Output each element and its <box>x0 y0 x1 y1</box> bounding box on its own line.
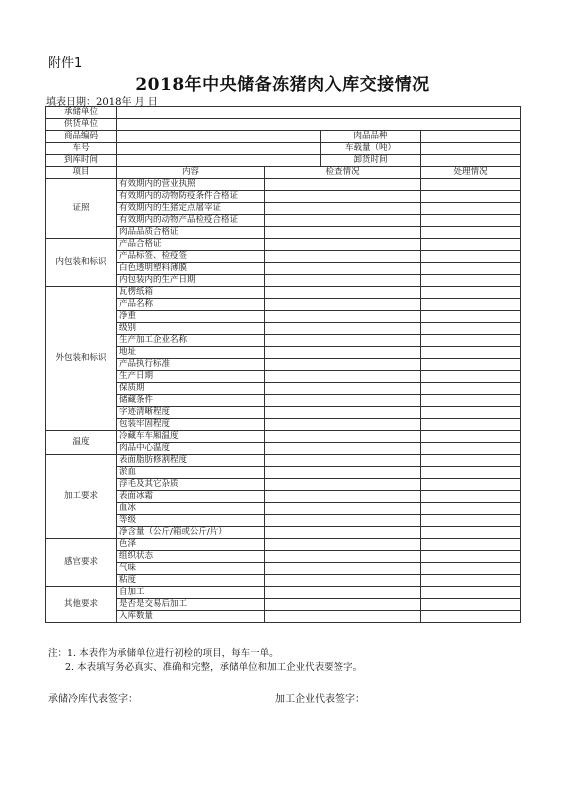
handling-cell[interactable] <box>421 515 521 527</box>
section-category: 其他要求 <box>46 587 117 623</box>
item-content: 生产加工企业名称 <box>117 335 265 347</box>
item-content: 肉品中心温度 <box>117 443 265 455</box>
label-arrival-time: 到库时间 <box>46 155 117 167</box>
handling-cell[interactable] <box>421 551 521 563</box>
table-row <box>46 431 521 443</box>
inspection-cell[interactable] <box>265 407 421 419</box>
handling-cell[interactable] <box>421 347 521 359</box>
handling-cell[interactable] <box>421 179 521 191</box>
item-content: 产品合格证 <box>117 239 265 251</box>
item-content: 地址 <box>117 347 265 359</box>
handling-cell[interactable] <box>421 443 521 455</box>
table-row <box>46 407 521 419</box>
handling-cell[interactable] <box>421 503 521 515</box>
table-row <box>46 611 521 623</box>
item-content: 粘度 <box>117 575 265 587</box>
table-row <box>46 263 521 275</box>
col-header-item: 项目 <box>46 167 117 179</box>
item-content: 白色透明塑料薄膜 <box>117 263 265 275</box>
inspection-cell[interactable] <box>265 179 421 191</box>
inspection-cell[interactable] <box>265 575 421 587</box>
inspection-cell[interactable] <box>265 395 421 407</box>
inspection-cell[interactable] <box>265 479 421 491</box>
row-times <box>46 155 521 167</box>
handling-cell[interactable] <box>421 359 521 371</box>
table-row <box>46 455 521 467</box>
section-category: 温度 <box>46 431 117 455</box>
inspection-cell[interactable] <box>265 299 421 311</box>
inspection-cell[interactable] <box>265 347 421 359</box>
item-content: 生产日期 <box>117 371 265 383</box>
table-row <box>46 203 521 215</box>
handling-cell[interactable] <box>421 311 521 323</box>
col-header-handling: 处理情况 <box>421 167 521 179</box>
inspection-cell[interactable] <box>265 455 421 467</box>
table-row <box>46 323 521 335</box>
label-unload-time: 卸货时间 <box>321 155 421 167</box>
value-meat-variety[interactable] <box>421 131 521 143</box>
processor-rep-signature-label: 加工企业代表签字： <box>275 694 365 705</box>
fill-date: 填表日期：2018年 月 日 <box>46 97 158 108</box>
value-supply-unit[interactable] <box>117 119 521 131</box>
inspection-cell[interactable] <box>265 215 421 227</box>
handling-cell[interactable] <box>421 479 521 491</box>
value-arrival-time[interactable] <box>117 155 321 167</box>
inspection-cell[interactable] <box>265 443 421 455</box>
table-row <box>46 311 521 323</box>
inspection-cell[interactable] <box>265 491 421 503</box>
handling-cell[interactable] <box>421 239 521 251</box>
table-row <box>46 419 521 431</box>
handling-cell[interactable] <box>421 419 521 431</box>
table-row <box>46 251 521 263</box>
handling-cell[interactable] <box>421 611 521 623</box>
table-row <box>46 335 521 347</box>
table-row <box>46 395 521 407</box>
table-row <box>46 515 521 527</box>
table-row <box>46 287 521 299</box>
item-content: 产品标签、检疫签 <box>117 251 265 263</box>
item-content: 有效期内的营业执照 <box>117 179 265 191</box>
table-row <box>46 179 521 191</box>
item-content: 内包装内的生产日期 <box>117 275 265 287</box>
item-content: 色泽 <box>117 539 265 551</box>
item-content: 是否是交易后加工 <box>117 599 265 611</box>
handling-cell[interactable] <box>421 539 521 551</box>
handling-cell[interactable] <box>421 323 521 335</box>
section-category: 感官要求 <box>46 539 117 587</box>
item-content: 冷藏车车厢温度 <box>117 431 265 443</box>
item-content: 包装牢固程度 <box>117 419 265 431</box>
item-content: 产品名称 <box>117 299 265 311</box>
table-row <box>46 239 521 251</box>
item-content: 血冰 <box>117 503 265 515</box>
table-row <box>46 491 521 503</box>
item-content: 有效期内的生猪定点屠宰证 <box>117 203 265 215</box>
table-row <box>46 215 521 227</box>
handling-cell[interactable] <box>421 455 521 467</box>
inspection-cell[interactable] <box>265 599 421 611</box>
inspection-cell[interactable] <box>265 263 421 275</box>
item-content: 有效期内的动物防疫条件合格证 <box>117 191 265 203</box>
handling-cell[interactable] <box>421 203 521 215</box>
item-content: 自加工 <box>117 587 265 599</box>
table-row <box>46 479 521 491</box>
item-content: 净含量（公斤/箱或公斤/片） <box>117 527 265 539</box>
item-content: 储藏条件 <box>117 395 265 407</box>
inspection-cell[interactable] <box>265 335 421 347</box>
handling-cell[interactable] <box>421 383 521 395</box>
handling-cell[interactable] <box>421 299 521 311</box>
table-row <box>46 527 521 539</box>
value-storage-unit[interactable] <box>117 107 521 119</box>
value-product-code[interactable] <box>117 131 321 143</box>
label-product-code: 商品编码 <box>46 131 117 143</box>
inspection-cell[interactable] <box>265 203 421 215</box>
table-row <box>46 587 521 599</box>
column-header-row <box>46 167 521 179</box>
item-content: 组织状态 <box>117 551 265 563</box>
inspection-cell[interactable] <box>265 611 421 623</box>
item-content: 保质期 <box>117 383 265 395</box>
inspection-cell[interactable] <box>265 551 421 563</box>
handling-cell[interactable] <box>421 527 521 539</box>
inspection-cell[interactable] <box>265 431 421 443</box>
table-row <box>46 383 521 395</box>
col-header-inspection: 检查情况 <box>265 167 421 179</box>
page-title: 2018年中央储备冻猪肉入库交接情况 <box>135 75 430 95</box>
inspection-cell[interactable] <box>265 539 421 551</box>
item-content: 淤血 <box>117 467 265 479</box>
table-row <box>46 191 521 203</box>
table-row <box>46 359 521 371</box>
note-2: 2. 本表填写务必真实、准确和完整，承储单位和加工企业代表要签字。 <box>65 662 363 673</box>
inspection-cell[interactable] <box>265 587 421 599</box>
attachment-label: 附件1 <box>48 56 83 71</box>
item-content: 级别 <box>117 323 265 335</box>
inspection-cell[interactable] <box>265 503 421 515</box>
inspection-cell[interactable] <box>265 191 421 203</box>
note-1: 注：1. 本表作为承储单位进行初检的项目，每车一单。 <box>48 648 279 659</box>
inspection-cell[interactable] <box>265 323 421 335</box>
value-vehicle-no[interactable] <box>117 143 321 155</box>
handling-cell[interactable] <box>421 263 521 275</box>
item-content: 表面脂肪修割程度 <box>117 455 265 467</box>
inspection-cell[interactable] <box>265 251 421 263</box>
table-row <box>46 539 521 551</box>
handling-cell[interactable] <box>421 275 521 287</box>
col-header-content: 内容 <box>117 167 265 179</box>
notes <box>48 647 362 675</box>
handling-cell[interactable] <box>421 335 521 347</box>
table-row <box>46 467 521 479</box>
handling-cell[interactable] <box>421 407 521 419</box>
item-content: 等级 <box>117 515 265 527</box>
inspection-cell[interactable] <box>265 227 421 239</box>
table-row <box>46 503 521 515</box>
label-supply-unit: 供货单位 <box>46 119 117 131</box>
handling-cell[interactable] <box>421 563 521 575</box>
item-content: 有效期内的动物产品检疫合格证 <box>117 215 265 227</box>
handling-cell[interactable] <box>421 587 521 599</box>
item-content: 瓦楞纸箱 <box>117 287 265 299</box>
item-content: 气味 <box>117 563 265 575</box>
section-category: 证照 <box>46 179 117 239</box>
table-row <box>46 551 521 563</box>
label-meat-variety: 肉品品种 <box>321 131 421 143</box>
handling-cell[interactable] <box>421 467 521 479</box>
row-storage-unit <box>46 107 521 119</box>
table-row <box>46 275 521 287</box>
item-content: 表面冰霜 <box>117 491 265 503</box>
inspection-cell[interactable] <box>265 467 421 479</box>
handling-cell[interactable] <box>421 575 521 587</box>
label-vehicle-no: 车号 <box>46 143 117 155</box>
table-row <box>46 575 521 587</box>
item-content: 产品执行标准 <box>117 359 265 371</box>
inspection-cell[interactable] <box>265 311 421 323</box>
inspection-cell[interactable] <box>265 275 421 287</box>
handling-cell[interactable] <box>421 227 521 239</box>
label-load-weight: 车载量（吨） <box>321 143 421 155</box>
handover-form-table <box>45 106 521 623</box>
section-category: 加工要求 <box>46 455 117 539</box>
table-row <box>46 299 521 311</box>
handling-cell[interactable] <box>421 599 521 611</box>
value-unload-time[interactable] <box>421 155 521 167</box>
handling-cell[interactable] <box>421 287 521 299</box>
inspection-cell[interactable] <box>265 287 421 299</box>
item-content: 净重 <box>117 311 265 323</box>
storage-rep-signature-label: 承储冷库代表签字： <box>48 694 138 705</box>
row-supply-unit <box>46 119 521 131</box>
inspection-cell[interactable] <box>265 563 421 575</box>
item-content: 入库数量 <box>117 611 265 623</box>
table-row <box>46 563 521 575</box>
inspection-cell[interactable] <box>265 371 421 383</box>
table-row <box>46 347 521 359</box>
handling-cell[interactable] <box>421 431 521 443</box>
inspection-cell[interactable] <box>265 527 421 539</box>
inspection-cell[interactable] <box>265 383 421 395</box>
row-product-code <box>46 131 521 143</box>
item-content: 浮毛及其它杂质 <box>117 479 265 491</box>
label-storage-unit: 承储单位 <box>46 107 117 119</box>
handling-cell[interactable] <box>421 491 521 503</box>
inspection-cell[interactable] <box>265 419 421 431</box>
inspection-cell[interactable] <box>265 515 421 527</box>
handling-cell[interactable] <box>421 395 521 407</box>
table-row <box>46 443 521 455</box>
item-content: 肉品品质合格证 <box>117 227 265 239</box>
handling-cell[interactable] <box>421 371 521 383</box>
table-row <box>46 371 521 383</box>
table-row <box>46 227 521 239</box>
table-row <box>46 599 521 611</box>
handling-cell[interactable] <box>421 251 521 263</box>
handling-cell[interactable] <box>421 191 521 203</box>
value-load-weight[interactable] <box>421 143 521 155</box>
item-content: 字迹清晰程度 <box>117 407 265 419</box>
inspection-cell[interactable] <box>265 359 421 371</box>
section-category: 外包装和标识 <box>46 287 117 431</box>
inspection-cell[interactable] <box>265 239 421 251</box>
section-category: 内包装和标识 <box>46 239 117 287</box>
handling-cell[interactable] <box>421 215 521 227</box>
row-vehicle <box>46 143 521 155</box>
